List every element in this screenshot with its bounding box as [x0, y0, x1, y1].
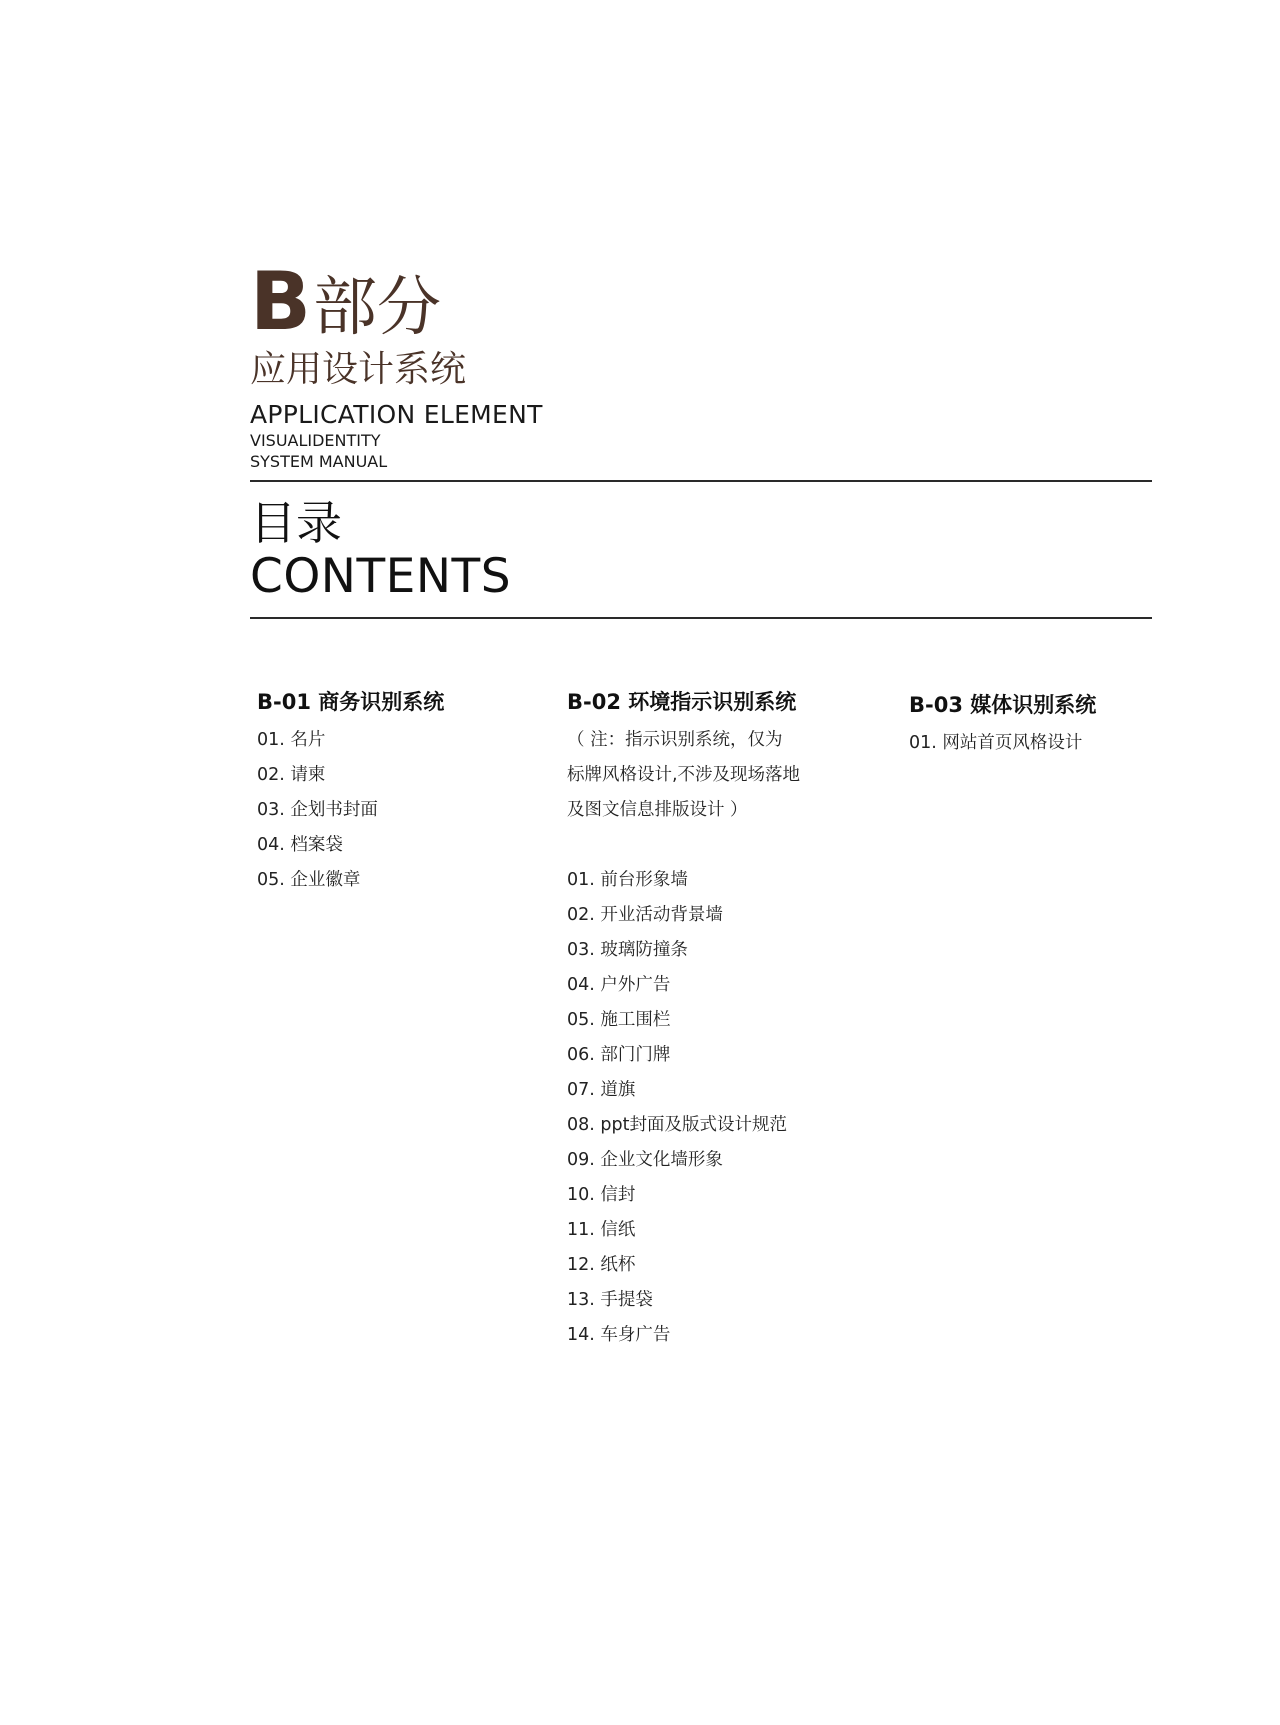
- section-heading: B-01 商务识别系统: [257, 690, 445, 714]
- toc-item[interactable]: 10. 信封: [567, 1185, 636, 1205]
- toc-item[interactable]: 01. 网站首页风格设计: [909, 733, 1083, 753]
- section-note: （ 注：指示识别系统，仅为: [567, 730, 783, 750]
- contents-title-block: [250, 496, 511, 604]
- section-b01: [257, 688, 444, 898]
- toc-item[interactable]: 14. 车身广告: [567, 1325, 671, 1345]
- divider-top: [250, 480, 1152, 482]
- part-letter: B: [250, 255, 309, 348]
- note-spacer: [567, 828, 800, 863]
- toc-item[interactable]: 12. 纸杯: [567, 1255, 636, 1275]
- toc-item[interactable]: 02. 请柬: [257, 765, 326, 785]
- toc-item[interactable]: 04. 户外广告: [567, 975, 671, 995]
- toc-item[interactable]: 03. 玻璃防撞条: [567, 940, 688, 960]
- toc-item[interactable]: 09. 企业文化墙形象: [567, 1150, 723, 1170]
- subtitle-en: APPLICATION ELEMENT: [250, 400, 543, 429]
- section-heading: B-02 环境指示识别系统: [567, 690, 797, 714]
- contents-title-en: CONTENTS: [250, 549, 512, 604]
- divider-bottom: [250, 617, 1152, 619]
- section-note: 及图文信息排版设计 ）: [567, 800, 748, 820]
- toc-item[interactable]: 04. 档案袋: [257, 835, 343, 855]
- section-note: 标牌风格设计,不涉及现场落地: [567, 765, 801, 785]
- toc-item[interactable]: 01. 前台形象墙: [567, 870, 688, 890]
- section-b02: [567, 688, 800, 1353]
- toc-item[interactable]: 08. ppt封面及版式设计规范: [567, 1115, 787, 1135]
- section-heading: B-03 媒体识别系统: [909, 693, 1097, 717]
- toc-item[interactable]: 11. 信纸: [567, 1220, 636, 1240]
- part-label: 部分: [312, 271, 441, 345]
- toc-item[interactable]: 05. 企业徽章: [257, 870, 361, 890]
- toc-item[interactable]: 06. 部门门牌: [567, 1045, 671, 1065]
- toc-item[interactable]: 02. 开业活动背景墙: [567, 905, 723, 925]
- part-title: [250, 255, 543, 348]
- manual-line-2: SYSTEM MANUAL: [250, 452, 388, 471]
- subtitle-cn: 应用设计系统: [250, 349, 467, 390]
- toc-item[interactable]: 03. 企划书封面: [257, 800, 378, 820]
- manual-line-1: VISUALIDENTITY: [250, 431, 381, 450]
- contents-title-cn: 目录: [250, 496, 342, 550]
- toc-item[interactable]: 01. 名片: [257, 730, 326, 750]
- toc-item[interactable]: 07. 道旗: [567, 1080, 636, 1100]
- section-b03: [909, 688, 1096, 761]
- toc-item[interactable]: 13. 手提袋: [567, 1290, 653, 1310]
- part-header: [250, 255, 543, 472]
- toc-item[interactable]: 05. 施工围栏: [567, 1010, 671, 1030]
